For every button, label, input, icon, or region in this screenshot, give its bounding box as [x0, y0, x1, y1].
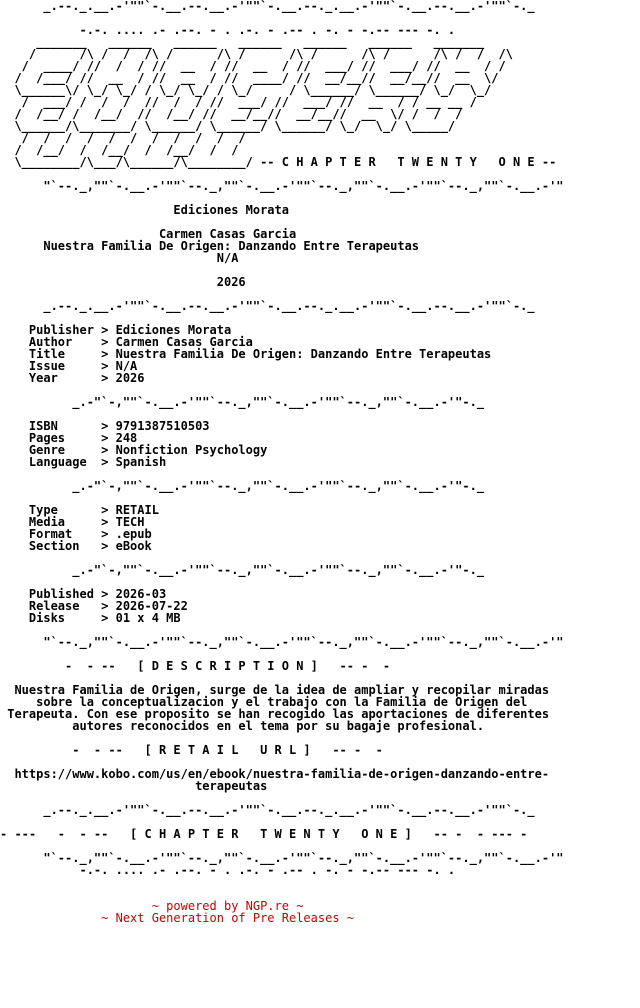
description-line-3: autores reconocidos en el tema por su bagaje profesional.: [0, 719, 485, 733]
wave-separator: _.--._.__.-'""`-.__.--.__.-'""`-.__.--._.__.-'""`-.__.--.__.-'""`-._: [0, 803, 535, 817]
info-row-pages: Pages > 248: [0, 431, 138, 445]
footer-powered-by: ~ powered by NGP.re ~: [0, 899, 304, 913]
banner-art-line-1: / /\ / / /\ / /\ / /\ / /\ / /\ / / /\: [0, 47, 513, 61]
info-row-type: Type > RETAIL: [0, 503, 159, 517]
banner-art-line-2: / ____/ // / / // __ / // __ / // ___/ // ___/ // __ / /: [0, 59, 506, 73]
info-row-isbn: ISBN > 9791387510503: [0, 419, 210, 433]
banner-art-line-3: / /___/ // __ / // __ / // ____/ // __/__// __/__// __ \/: [0, 71, 499, 85]
retail-url-header: - - -- [ R E T A I L U R L ] -- - -: [0, 743, 383, 757]
info-row-author: Author > Carmen Casas Garcia: [0, 335, 253, 349]
info-row-publisher: Publisher > Ediciones Morata: [0, 323, 232, 337]
info-row-language: Language > Spanish: [0, 455, 167, 469]
banner-art-line-5: / ___/ / / / // / / // ___/ // ___/ // __ / / __ __ /: [0, 95, 477, 109]
info-row-media: Media > TECH: [0, 515, 145, 529]
header-title: Nuestra Familia De Origen: Danzando Entre Terapeutas: [0, 239, 420, 253]
header-issue: N/A: [0, 251, 239, 265]
info-row-issue: Issue > N/A: [0, 359, 138, 373]
blank-line: [0, 876, 640, 888]
banner-art-line-8: / / / / / / / / / / /: [0, 131, 246, 145]
header-year: 2026: [0, 275, 246, 289]
banner-art-line-7: \______/\_______/ \______/ \______/ \______/ \_/ \_/ \_____/: [0, 119, 456, 133]
wave-separator: "`--._,""`-.__.-'""`--._,""`-.__.-'""`--._,""`-.__.-'""`--._,""`-.__.-'": [0, 179, 564, 193]
wave-separator: "`--._,""`-.__.-'""`--._,""`-.__.-'""`--._,""`-.__.-'""`--._,""`-.__.-'": [0, 851, 564, 865]
short-wave-separator: _.-"`-,""`-.__.-'""`--._,""`-.__.-'""`--._,""`-.__.-'"-._: [0, 563, 485, 577]
wave-separator-top: _.--._.__.-'""`-.__.--.__.-'""`-.__.--._.__.-'""`-.__.--.__.-'""`-._: [0, 0, 535, 13]
info-row-year: Year > 2026: [0, 371, 145, 385]
description-line-2: Terapeuta. Con ese proposito se han recogido las aportaciones de diferentes: [0, 707, 550, 721]
banner-art-line-4: \______\/ \_/ \_/ / \_/ \_/ / \_/ / \______/ \______/ \_/ \_/: [0, 83, 492, 97]
banner-art-line-0: _______ ______ ______ ______ ______ ______ _______: [0, 35, 485, 49]
short-wave-separator: _.-"`-,""`-.__.-'""`--._,""`-.__.-'""`--._,""`-.__.-'"-._: [0, 395, 485, 409]
description-line-1: sobre la conceptualizacion y el trabajo con la Familia de Origen del: [0, 695, 528, 709]
chapter-banner-line: \________/\___/\______/\________/ -- C H A P T E R T W E N T Y O N E --: [0, 155, 557, 169]
header-author: Carmen Casas Garcia: [0, 227, 297, 241]
retail-url-line-1: terapeutas: [0, 779, 268, 793]
info-row-format: Format > .epub: [0, 527, 152, 541]
info-row-section: Section > eBook: [0, 539, 152, 553]
info-row-release: Release > 2026-07-22: [0, 599, 188, 613]
info-row-disks: Disks > 01 x 4 MB: [0, 611, 181, 625]
footer-tagline: ~ Next Generation of Pre Releases ~: [0, 911, 355, 925]
banner-art-line-6: / /__/ / /__/ // /__/ // __/__// __/__// __ \/ / / /: [0, 107, 463, 121]
banner-art-line-9: / /__/ / /__/ / /__/ / /: [0, 143, 239, 157]
chapter-footer: - --- - - -- [ C H A P T E R T W E N T Y O N E ] -- - - --- -: [0, 827, 528, 841]
info-row-title: Title > Nuestra Familia De Origen: Danzando Entre Terapeutas: [0, 347, 492, 361]
morse-separator-bottom: -.-. .... .- .--. - . .-. - .-- . -. - -.-- --- -. .: [0, 863, 456, 877]
wave-separator: _.--._.__.-'""`-.__.--.__.-'""`-.__.--._.__.-'""`-.__.--.__.-'""`-._: [0, 299, 535, 313]
info-row-genre: Genre > Nonfiction Psychology: [0, 443, 268, 457]
info-row-published: Published > 2026-03: [0, 587, 167, 601]
retail-url-line-0: https://www.kobo.com/us/en/ebook/nuestra-familia-de-origen-danzando-entre-: [0, 767, 550, 781]
short-wave-separator: _.-"`-,""`-.__.-'""`--._,""`-.__.-'""`--._,""`-.__.-'"-._: [0, 479, 485, 493]
description-header: - - -- [ D E S C R I P T I O N ] -- - -: [0, 659, 391, 673]
wave-separator: "`--._,""`-.__.-'""`--._,""`-.__.-'""`--._,""`-.__.-'""`--._,""`-.__.-'": [0, 635, 564, 649]
morse-separator: -.-. .... .- .--. - . .-. - .-- . -. - -.-- --- -. .: [0, 23, 456, 37]
header-publisher: Ediciones Morata: [0, 203, 289, 217]
description-line-0: Nuestra Familia de Origen, surge de la idea de ampliar y recopilar miradas: [0, 683, 550, 697]
